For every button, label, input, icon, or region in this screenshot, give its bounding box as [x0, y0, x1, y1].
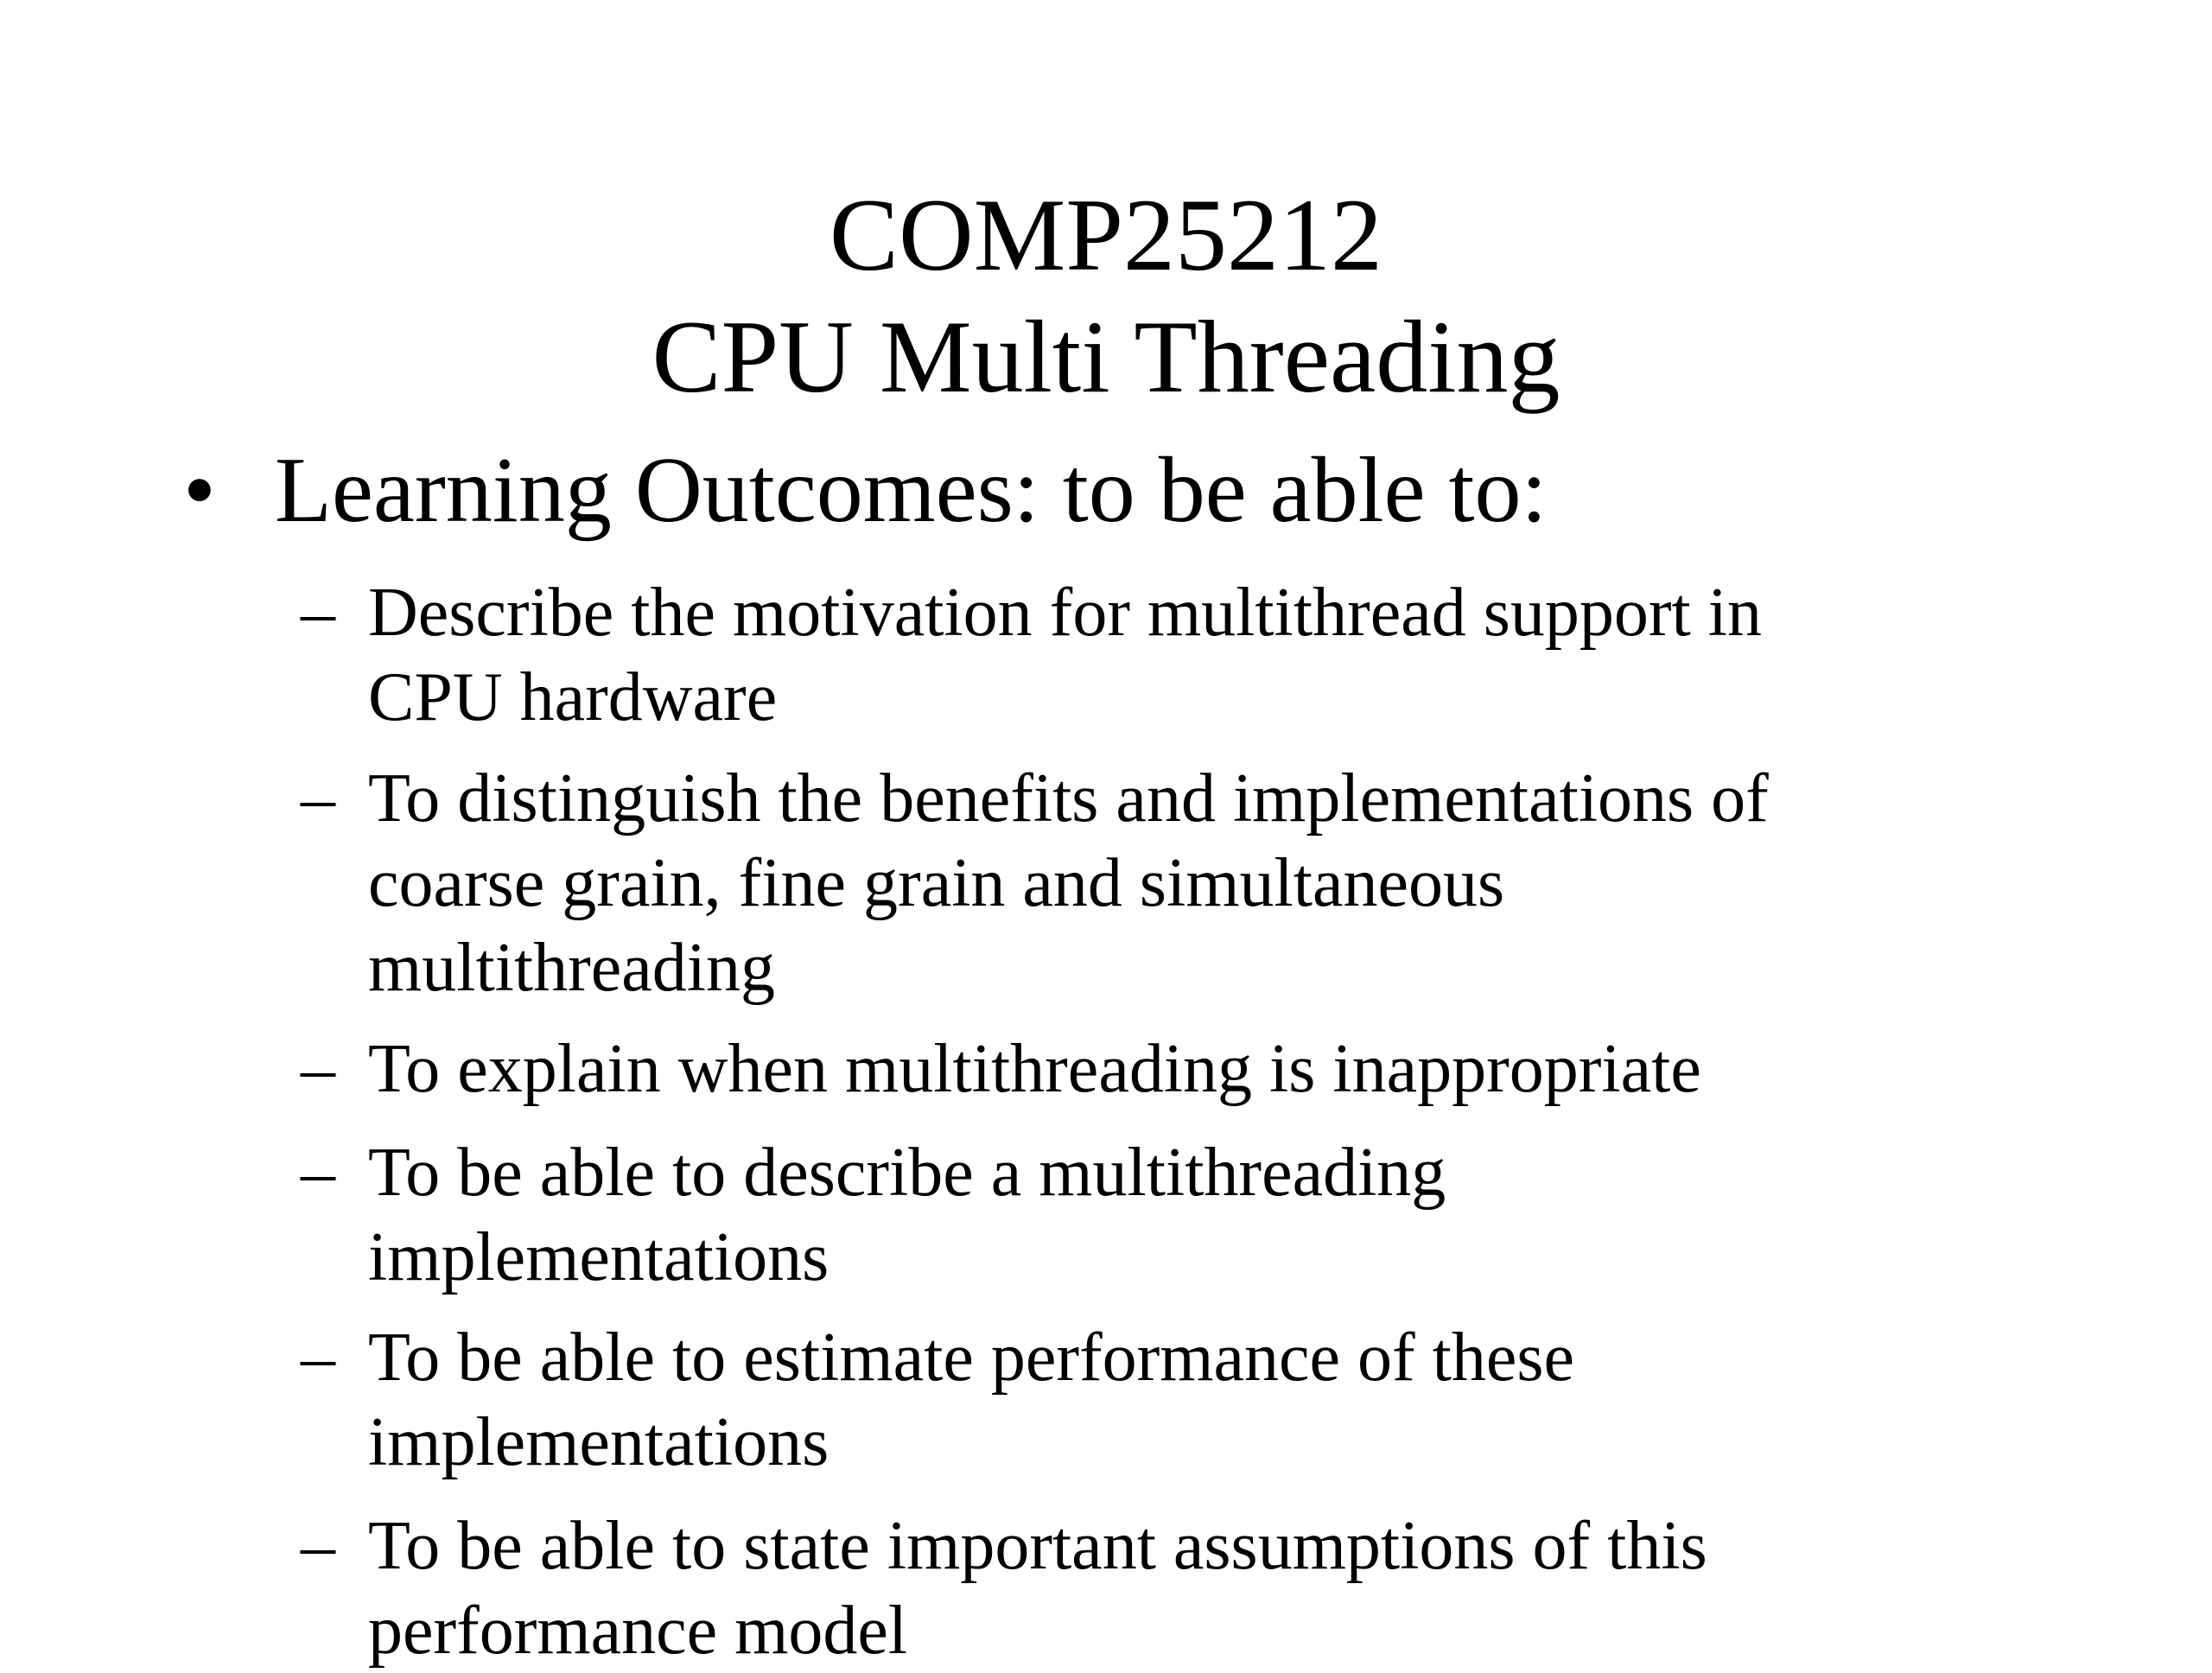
outcome-line: multithreading — [368, 930, 776, 1006]
dash-marker: – — [301, 1031, 335, 1107]
outcome-line: CPU hardware — [368, 659, 778, 735]
outcome-text — [368, 756, 1906, 1010]
outcome-line: To be able to describe a multithreading — [368, 1135, 1446, 1211]
outcome-line: To be able to state important assumptions of this — [368, 1508, 1707, 1584]
outcome-line: implementations — [368, 1404, 830, 1480]
dash-marker: – — [301, 1508, 335, 1584]
learning-outcomes-heading: Learning Outcomes: to be able to: — [275, 439, 1548, 542]
dash-marker: – — [301, 575, 335, 651]
dash-marker: – — [301, 1320, 335, 1396]
outcome-line: Describe the motivation for multithread support in — [368, 575, 1762, 651]
dash-marker: – — [301, 760, 335, 836]
outcome-text — [368, 570, 1906, 740]
outcome-line: To explain when multithreading is inappropriate — [368, 1031, 1701, 1107]
dash-marker: – — [301, 1135, 335, 1211]
bullet-marker: • — [183, 439, 216, 542]
slide-title-course-code: COMP25212 — [829, 177, 1383, 292]
outcome-line: performance model — [368, 1593, 908, 1669]
learning-outcomes-bullet — [0, 430, 2212, 551]
slide-title-topic: CPU Multi Threading — [652, 299, 1560, 414]
outcome-text — [368, 1504, 1906, 1673]
outcome-line: To be able to estimate performance of these — [368, 1320, 1575, 1396]
outcome-text — [368, 1315, 1906, 1485]
outcome-text — [368, 1130, 1906, 1300]
outcome-text — [368, 1027, 1906, 1111]
outcome-line: coarse grain, fine grain and simultaneous — [368, 845, 1505, 921]
outcome-line: implementations — [368, 1219, 830, 1295]
outcome-line: To distinguish the benefits and implementations of — [368, 760, 1769, 836]
